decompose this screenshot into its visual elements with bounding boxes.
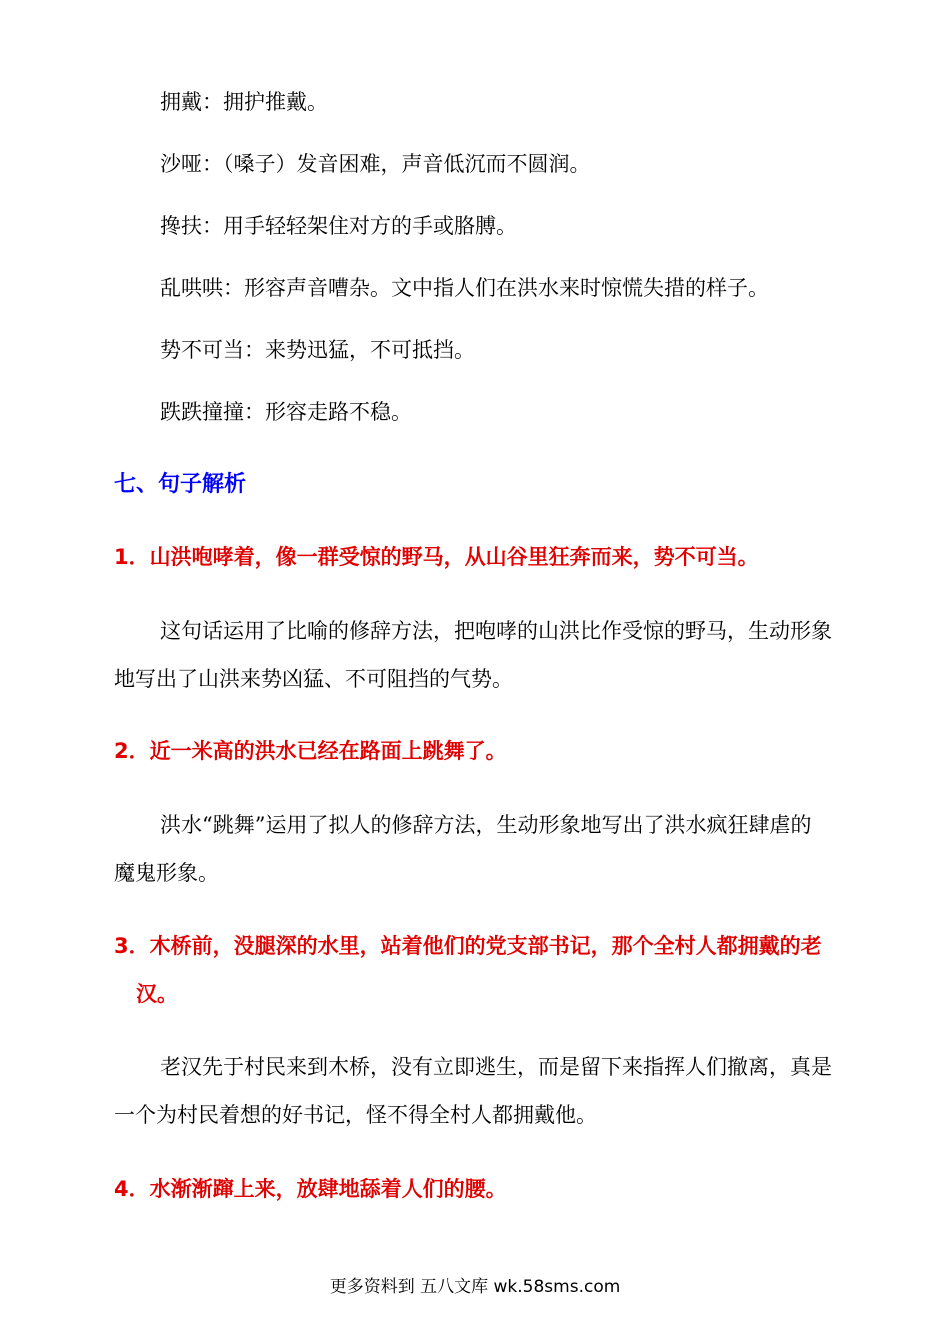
sentence-heading xyxy=(114,922,884,1018)
section-heading: 七、句子解析 xyxy=(114,472,247,497)
analysis-line: 地写出了山洪来势凶猛、不可阻挡的气势。 xyxy=(114,667,513,691)
vocab-entry: 搀扶：用手轻轻架住对方的手或胳膊。 xyxy=(160,214,517,238)
analysis-line: 一个为村民着想的好书记，怪不得全村人都拥戴他。 xyxy=(114,1103,597,1127)
sentence-line: 1．山洪咆哮着，像一群受惊的野马，从山谷里狂奔而来，势不可当。 xyxy=(114,545,759,569)
sentence-line: 3．木桥前，没腿深的水里，站着他们的党支部书记，那个全村人都拥戴的老 xyxy=(114,934,822,958)
vocab-entry: 拥戴：拥护推戴。 xyxy=(160,90,328,114)
sentence-line: 汉。 xyxy=(136,982,178,1006)
analysis-line: 这句话运用了比喻的修辞方法，把咆哮的山洪比作受惊的野马，生动形象 xyxy=(160,619,832,643)
analysis-line: 洪水“跳舞”运用了拟人的修辞方法，生动形象地写出了洪水疯狂肆虐的 xyxy=(160,813,812,837)
sentence-heading xyxy=(114,727,884,775)
sentence-analysis xyxy=(114,1043,884,1139)
vocab-entry: 跌跌撞撞：形容走路不稳。 xyxy=(160,400,412,424)
sentence-line: 2．近一米高的洪水已经在路面上跳舞了。 xyxy=(114,739,507,763)
sentence-analysis xyxy=(114,607,884,703)
analysis-line: 魔鬼形象。 xyxy=(114,861,219,885)
sentence-line: 4．水渐渐蹿上来，放肆地舔着人们的腰。 xyxy=(114,1177,507,1201)
vocab-entry: 势不可当：来势迅猛，不可抵挡。 xyxy=(160,338,475,362)
vocab-entry: 沙哑：（嗓子）发音困难，声音低沉而不圆润。 xyxy=(160,152,591,176)
sentence-heading xyxy=(114,1165,884,1213)
sentence-heading xyxy=(114,533,884,581)
analysis-line: 老汉先于村民来到木桥，没有立即逃生，而是留下来指挥人们撤离，真是 xyxy=(160,1055,832,1079)
footer-link[interactable]: 更多资料到 五八文库 wk.58sms.com xyxy=(329,1277,621,1297)
sentence-analysis xyxy=(114,801,884,897)
vocab-entry: 乱哄哄：形容声音嘈杂。文中指人们在洪水来时惊慌失措的样子。 xyxy=(160,276,769,300)
